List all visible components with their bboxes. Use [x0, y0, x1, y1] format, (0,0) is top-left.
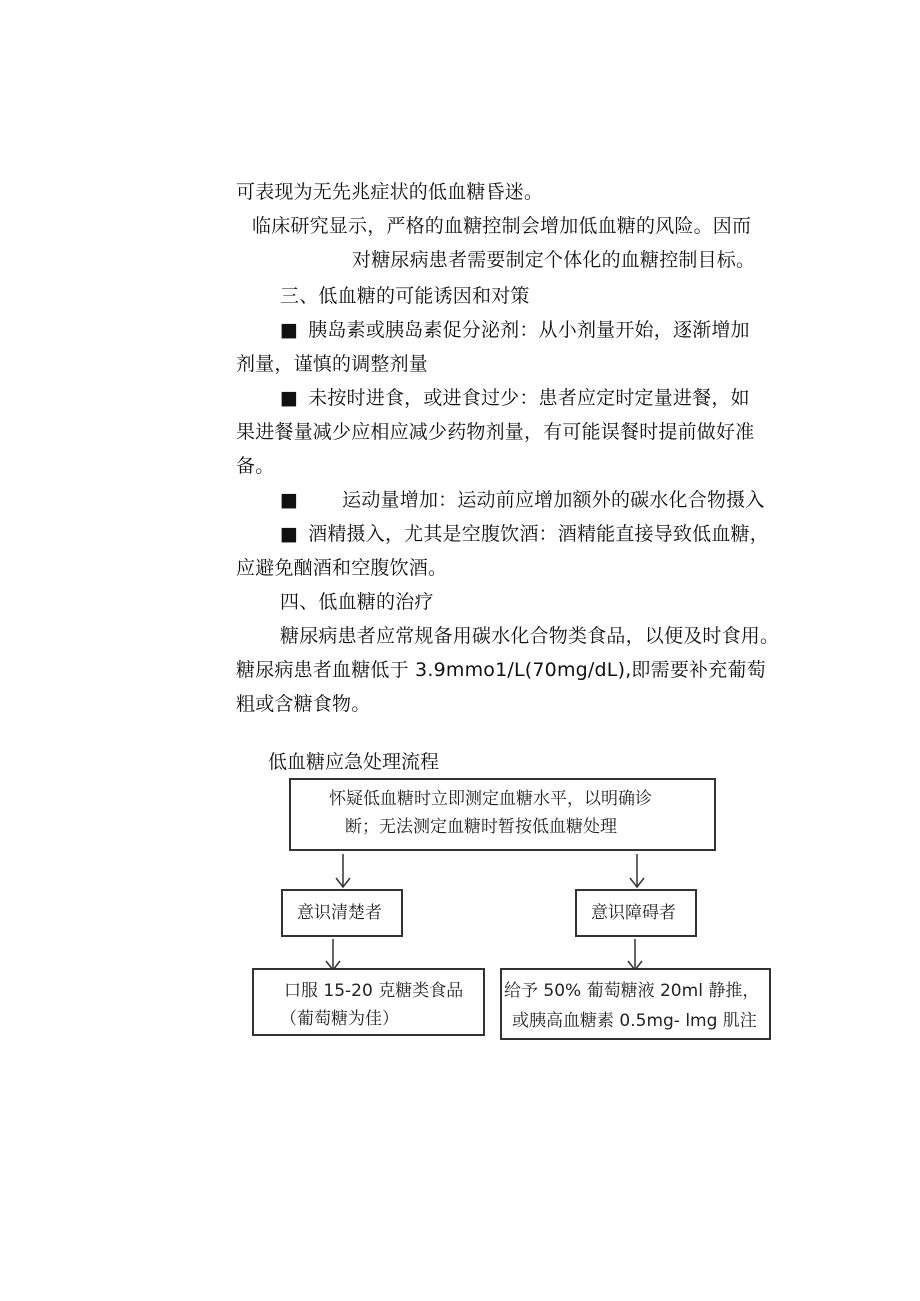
flow-box-text: 或胰高血糖素 0.5mg- lmg 肌注: [512, 1011, 757, 1031]
bullet-item-4: [280, 522, 769, 546]
bullet-square-icon: ■: [280, 523, 299, 545]
text-line: 剂量，谨慎的调整剂量: [236, 353, 429, 375]
bullet-item-2: [280, 386, 750, 410]
flow-box-text: 意识清楚者: [297, 903, 382, 923]
flow-box-unconscious: [575, 889, 697, 937]
flow-box-iv-glucose: [500, 968, 771, 1040]
text-line: 应避免酗酒和空腹饮酒。: [236, 557, 448, 579]
bullet-item-1: [280, 318, 750, 342]
section-heading-4: 四、低血糖的治疗: [280, 591, 434, 613]
flow-box-text: 断；无法测定血糖时暂按低血糖处理: [345, 817, 617, 837]
flow-box-oral-glucose: [252, 968, 485, 1036]
bullet-text: 运动量增加：运动前应增加额外的碳水化合物摄入: [342, 489, 765, 511]
bullet-square-icon: ■: [280, 387, 299, 409]
arrow-down-icon: [627, 854, 647, 890]
bullet-text: 酒精摄入，尤其是空腹饮酒：酒精能直接导致低血糖，: [308, 523, 769, 545]
text-line: 临床研究显示，严格的血糖控制会增加低血糖的风险。因而: [252, 215, 752, 237]
bullet-text: 胰岛素或胰岛素促分泌剂：从小剂量开始，逐渐增加: [308, 319, 750, 341]
flow-box-suspect: [289, 778, 716, 851]
text-line: 备。: [236, 455, 275, 477]
flowchart-title: 低血糖应急处理流程: [268, 751, 440, 773]
bullet-text: 未按时进食，或进食过少：患者应定时定量进餐，如: [308, 387, 750, 409]
bullet-item-3: [280, 488, 765, 512]
flow-box-text: （葡萄糖为佳）: [280, 1009, 399, 1029]
flow-box-text: 口服 15-20 克糖类食品: [284, 981, 464, 1001]
text-line: 糖尿病患者应常规备用碳水化合物类食品，以便及时食用。: [280, 625, 780, 647]
bullet-square-icon: ■: [280, 319, 299, 341]
arrow-down-icon: [333, 854, 353, 890]
text-line: 可表现为无先兆症状的低血糖昏迷。: [236, 181, 544, 203]
text-line: 对糖尿病患者需要制定个体化的血糖控制目标。: [352, 249, 756, 271]
flow-box-conscious: [281, 889, 403, 937]
text-line: 粗或含糖食物。: [236, 693, 371, 715]
text-line: 糖尿病患者血糖低于 3.9mmo1∕L(70mg∕dL),即需要补充葡萄: [236, 659, 766, 681]
bullet-square-icon: ■: [280, 489, 299, 511]
text-line: 果进餐量减少应相应减少药物剂量，有可能误餐时提前做好准: [236, 421, 755, 443]
section-heading-3: 三、低血糖的可能诱因和对策: [280, 285, 530, 307]
flow-box-text: 怀疑低血糖时立即测定血糖水平，以明确诊: [329, 789, 652, 809]
flow-box-text: 给予 50% 葡萄糖液 20ml 静推，: [504, 981, 760, 1001]
flow-box-text: 意识障碍者: [591, 903, 676, 923]
